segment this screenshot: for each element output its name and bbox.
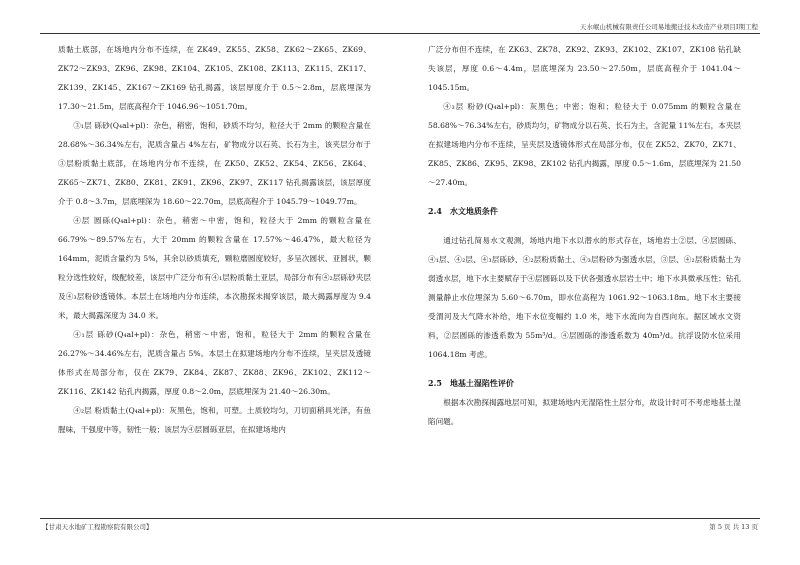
left-paragraph: ④₂层 粉质黏土(Q₄al+pl)：灰黑色，饱和，可塑。土质较均匀，刀切面稍具光泽，有鱼腥味，干强度中等，韧性一般；该层为④层圆砾亚层，在拟建场地内 [58, 406, 371, 434]
page-number: 第 5 页 共 13 页 [709, 523, 758, 531]
section-title: 水文地质条件 [449, 206, 498, 216]
right-paragraph: 根据本次勘探揭露地层可知，拟建场地内无湿陷性土层分布，故设计时可不考虑地基土湿陷问题。 [428, 398, 741, 426]
left-paragraph: ③₁层 砾砂(Q₄al+pl)：杂色，稍密，饱和，砂质不均匀，粒径大于 2mm 的颗粒含量在 28.68%～36.34%左右，泥质含量占 4%左右，矿物成分以石英、长石为主，该夹层分布于③层粉质黏土底部，在场地内分布不连续，在 ZK50、ZK52、ZK54、ZK56、ZK64、ZK65～ZK71、ZK80、ZK81、ZK91、ZK96、ZK97、ZK117 钻孔揭露该层，该层厚度介于 0.8～3.7m，层底埋深为 18.60～22.70m，层底高程介于 1045.79～1049.77m。 [58, 121, 371, 206]
section-number: 2.5 [428, 378, 442, 388]
section-heading-hydrogeology [428, 202, 741, 221]
right-paragraph: ④₃层 粉砂(Q₄al+pl)：灰黑色；中密；饱和；粒径大于 0.075mm 的颗粒含量在 58.68%～76.34%左右，砂质均匀，矿物成分以石英、长石为主，含泥量 11%左右，本夹层在拟建场地内分布不连续，呈夹层及透镜体形式在局部分布，仅在 ZK52、ZK70、ZK71、ZK85、ZK86、ZK95、ZK98、ZK102 钻孔内揭露，厚度 0.5～1.6m，层底埋深为 21.50～27.40m。 [428, 102, 741, 187]
header-rule [40, 33, 760, 34]
left-column [58, 40, 371, 439]
section-title: 地基土湿陷性评价 [449, 378, 514, 388]
footer-rule [40, 518, 760, 519]
section-number: 2.4 [428, 206, 442, 216]
page-header-title: 天水岷山机械有限责任公司易地搬迁技术改造产业项目Ⅰ期工程 [579, 23, 758, 31]
left-paragraph: ④₁层 砾砂(Q₄al+pl)：杂色，稍密～中密，饱和，粒径大于 2mm 的颗粒含量在 26.27%～34.46%左右，泥质含量占 5%。本层土在拟建场地内分布不连续，呈夹层及透镜体形式在局部分布，仅在 ZK79、ZK84、ZK87、ZK88、ZK96、ZK102、ZK112～ZK116、ZK142 钻孔内揭露，厚度 0.8～2.0m，层底埋深为 21.40～26.30m。 [58, 330, 371, 396]
right-column [428, 40, 741, 431]
footer-company: 【甘肃天水地矿工程勘察院有限公司】 [42, 523, 153, 531]
section-heading-collapsibility [428, 374, 741, 393]
left-paragraph: ④层 圆砾(Q₄al+pl)：杂色，稍密～中密，饱和，粒径大于 2mm 的颗粒含量在 66.79%～89.57%左右，大于 20mm 的颗粒含量在 17.57%～46.47%，最大粒径为 164mm，泥质含量约为 5%，其余以砂质填充，颗粒磨圆度较好，多呈次圆状、亚圆状，颗粒分选性较好，级配较差，该层中广泛分布有④₁层粉质黏土亚层，局部分布有④₂层砾砂夹层及④₃层粉砂透镜体。本层土在场地内分布连续，本次勘探未揭穿该层，最大揭露厚度为 9.4 米，最大揭露深度为 34.0 米。 [58, 216, 371, 320]
left-paragraph: 质黏土底部，在场地内分布不连续，在 ZK49、ZK55、ZK58、ZK62～ZK65、ZK69、ZK72～ZK93、ZK96、ZK98、ZK104、ZK105、ZK108、ZK113、ZK115、ZK117、ZK139、ZK145、ZK167～ZK169 钻孔揭露，该层厚度介于 0.5～2.8m，层底埋深为 17.30～21.5m，层底高程介于 1046.96～1051.70m。 [58, 45, 371, 111]
right-paragraph: 通过钻孔简易水文观测，场地内地下水以潜水的形式存在，场地岩土②层、④层圆砾、④₁层、④₂层、④₃层砾砂、④₂层粉质黏土、④₃层粉砂为强透水层，③层、④₂层粉质黏土为弱透水层，地下水主要赋存于④层圆砾以及下伏各强透水层岩土中；地下水具微承压性；钻孔测量静止水位埋深为 5.60～6.70m，即水位高程为 1061.92～1063.18m。地下水主要接受渭河及大气降水补给，地下水位变幅约 1.0 米，地下水流向为自西向东。据区域水文资料，②层圆砾的渗透系数为 55m³/d。④层圆砾的渗透系数为 40m³/d。抗浮设防水位采用 1064.18m 考虑。 [428, 236, 741, 359]
right-paragraph: 广泛分布但不连续，在 ZK63、ZK78、ZK92、ZK93、ZK102、ZK107、ZK108 钻孔缺失该层，厚度 0.6～4.4m，层底埋深为 23.50～27.50m，层底高程介于 1041.04～1045.15m。 [428, 45, 741, 92]
